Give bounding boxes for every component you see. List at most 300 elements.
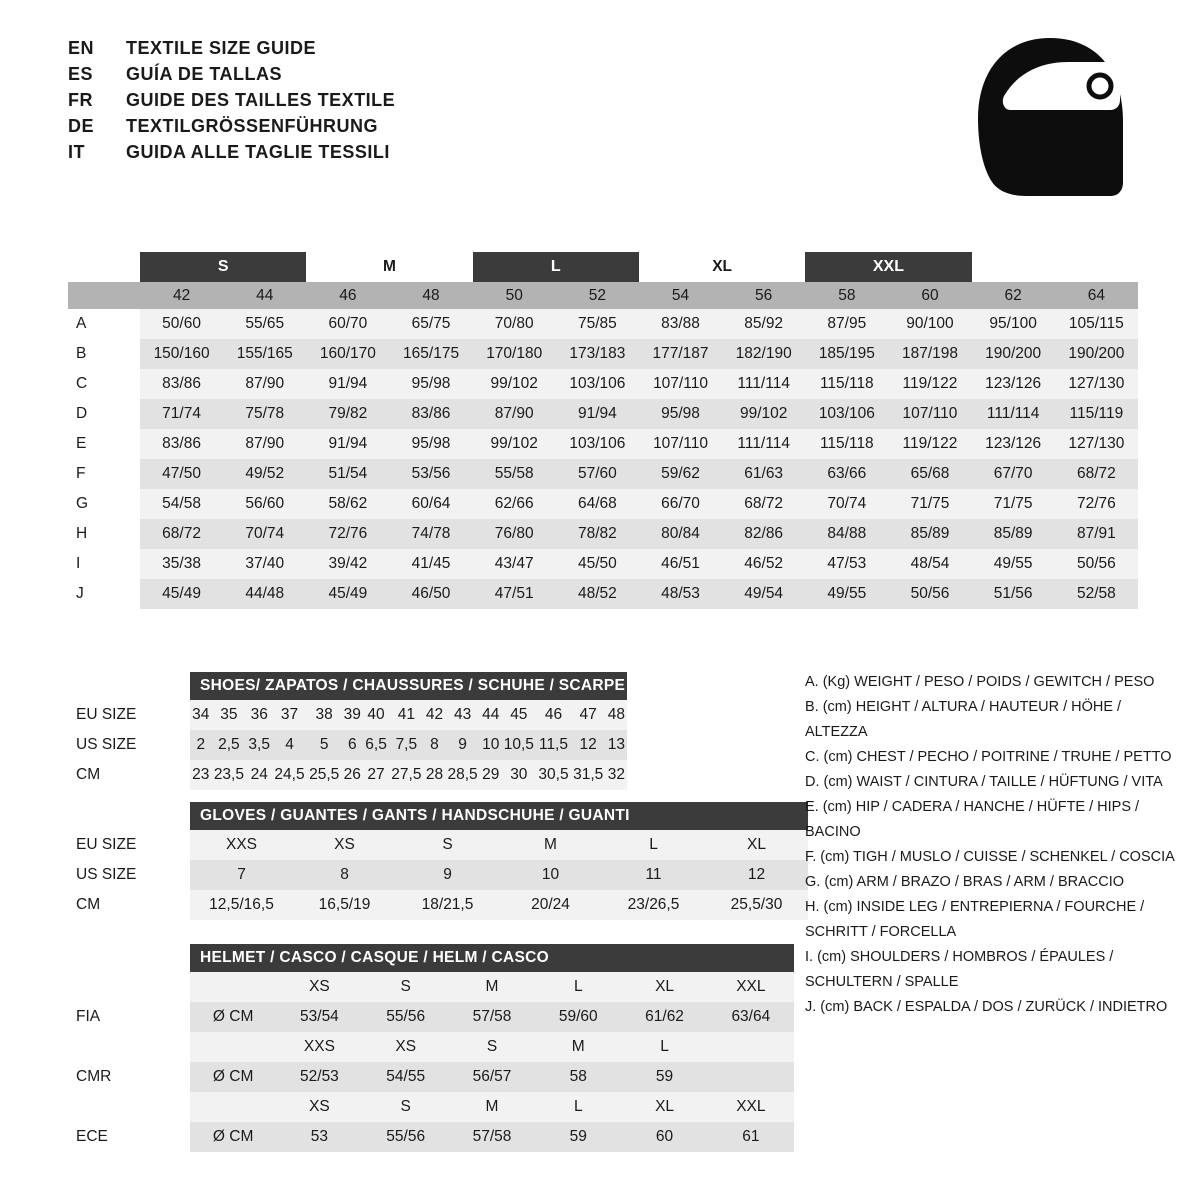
cell: 95/98: [639, 399, 722, 429]
cell: 99/102: [473, 369, 556, 399]
cell: 9: [445, 730, 480, 760]
title-row: [68, 38, 768, 64]
cell: 59/60: [535, 1002, 621, 1032]
row-label: F: [68, 459, 140, 489]
cell: 54/55: [363, 1062, 449, 1092]
title-text-de: TEXTILGRÖSSENFÜHRUNG: [126, 116, 379, 136]
cell: 35/38: [140, 549, 223, 579]
cell: 24: [246, 760, 272, 790]
cell: 61: [708, 1122, 794, 1152]
cell: 83/88: [639, 309, 722, 339]
cell: XS: [276, 972, 362, 1002]
cell: 47: [571, 700, 606, 730]
cell: 13: [606, 730, 628, 760]
title-row: [68, 116, 768, 142]
cell: 65/68: [888, 459, 971, 489]
size-number: 52: [556, 282, 639, 309]
cell: 71/75: [888, 489, 971, 519]
cell: 61/62: [621, 1002, 707, 1032]
cell: 28,5: [445, 760, 480, 790]
legend-entry-e: E. (cm) HIP / CADERA / HANCHE / HÜFTE / HIPS / BACINO: [805, 799, 1140, 840]
size-group-s: S: [140, 252, 306, 282]
cell: [190, 1092, 276, 1122]
cell: 42: [424, 700, 446, 730]
size-number: 46: [306, 282, 389, 309]
size-number-row: [68, 282, 1138, 309]
cell: 91/94: [306, 369, 389, 399]
row-label: H: [68, 519, 140, 549]
cell: 37/40: [223, 549, 306, 579]
cell: 9: [396, 860, 499, 890]
cell: M: [449, 1092, 535, 1122]
textile-size-table: [68, 252, 1138, 609]
cell: 43: [445, 700, 480, 730]
cell: 53: [276, 1122, 362, 1152]
cell: 51/56: [972, 579, 1055, 609]
cell: L: [602, 830, 705, 860]
cell: 185/195: [805, 339, 888, 369]
gloves-banner-row: [68, 802, 808, 830]
row-label-empty: [68, 972, 190, 1002]
size-group-empty-end: [972, 252, 1055, 282]
table-row: [68, 890, 808, 920]
cell: XXS: [276, 1032, 362, 1062]
cell: 187/198: [888, 339, 971, 369]
cell: 107/110: [639, 369, 722, 399]
table-row: [68, 579, 1138, 609]
row-label-empty: [68, 1092, 190, 1122]
cell: 57/58: [449, 1002, 535, 1032]
row-label: E: [68, 429, 140, 459]
title-lang-de: DE: [68, 116, 95, 136]
size-group-xxl: XXL: [805, 252, 971, 282]
cell: 40: [363, 700, 389, 730]
size-group-l: L: [473, 252, 639, 282]
cell: L: [535, 1092, 621, 1122]
cell: 31,5: [571, 760, 606, 790]
cell: 53/56: [389, 459, 472, 489]
gloves-banner-spacer: [68, 802, 190, 830]
cell: 58/62: [306, 489, 389, 519]
cell: 66/70: [639, 489, 722, 519]
row-label-cm: CM: [68, 890, 190, 920]
cell: 52/58: [1055, 579, 1138, 609]
cell: 38: [307, 700, 342, 730]
cell: XL: [621, 1092, 707, 1122]
row-label-us-size: US SIZE: [68, 860, 190, 890]
cell: 12: [705, 860, 808, 890]
cell: 55/56: [363, 1122, 449, 1152]
cell: 115/119: [1055, 399, 1138, 429]
cell: 60: [621, 1122, 707, 1152]
cell: 190/200: [972, 339, 1055, 369]
cell: 46/52: [722, 549, 805, 579]
cell: 18/21,5: [396, 890, 499, 920]
cell: 59: [535, 1122, 621, 1152]
cell: 46/51: [639, 549, 722, 579]
cell: 82/86: [722, 519, 805, 549]
cell: 23,5: [212, 760, 247, 790]
cell: 10,5: [501, 730, 536, 760]
cell: 30: [501, 760, 536, 790]
cell: 49/52: [223, 459, 306, 489]
cell: 72/76: [306, 519, 389, 549]
cell: [708, 1062, 794, 1092]
cell: 48/54: [888, 549, 971, 579]
cell: 127/130: [1055, 369, 1138, 399]
cell: 107/110: [888, 399, 971, 429]
cell: 177/187: [639, 339, 722, 369]
cell: 4: [272, 730, 307, 760]
size-number: 50: [473, 282, 556, 309]
row-label: G: [68, 489, 140, 519]
cell: XXL: [708, 1092, 794, 1122]
cell: 78/82: [556, 519, 639, 549]
cell: 74/78: [389, 519, 472, 549]
cell: 49/55: [972, 549, 1055, 579]
cell: 150/160: [140, 339, 223, 369]
table-row: [68, 339, 1138, 369]
cell: 44/48: [223, 579, 306, 609]
helmet-banner-label: HELMET / CASCO / CASQUE / HELM / CASCO: [190, 944, 794, 972]
cell: 111/114: [972, 399, 1055, 429]
cell: 29: [480, 760, 502, 790]
cell: 160/170: [306, 339, 389, 369]
title-text-es: GUÍA DE TALLAS: [126, 64, 282, 84]
table-row: [68, 429, 1138, 459]
cell: 35: [212, 700, 247, 730]
helmet-data-row-fia: [68, 1002, 794, 1032]
cell: 111/114: [722, 369, 805, 399]
cell: 165/175: [389, 339, 472, 369]
cell: 49/55: [805, 579, 888, 609]
table-row: [68, 489, 1138, 519]
cell: 85/89: [972, 519, 1055, 549]
cell: 50/56: [1055, 549, 1138, 579]
legend-entry-i: I. (cm) SHOULDERS / HOMBROS / ÉPAULES / SCHULTERN / SPALLE: [805, 949, 1114, 990]
row-label: J: [68, 579, 140, 609]
cell: 7: [190, 860, 293, 890]
cell: 68/72: [722, 489, 805, 519]
size-number: 44: [223, 282, 306, 309]
cell: 27,5: [389, 760, 424, 790]
cell: 115/118: [805, 369, 888, 399]
cell: 90/100: [888, 309, 971, 339]
cell: 190/200: [1055, 339, 1138, 369]
cell: L: [621, 1032, 707, 1062]
cell: [190, 1032, 276, 1062]
cell: 105/115: [1055, 309, 1138, 339]
legend-entry-f: F. (cm) TIGH / MUSLO / CUISSE / SCHENKEL / COSCIA: [805, 849, 1175, 865]
cell: 103/106: [556, 369, 639, 399]
cell: 53/54: [276, 1002, 362, 1032]
row-label-eu-size: EU SIZE: [68, 830, 190, 860]
cell: 87/91: [1055, 519, 1138, 549]
cell: S: [363, 972, 449, 1002]
cell: 41: [389, 700, 424, 730]
cell: 10: [480, 730, 502, 760]
legend-entry-g: G. (cm) ARM / BRAZO / BRAS / ARM / BRACCIO: [805, 874, 1125, 890]
cell: XS: [363, 1032, 449, 1062]
cell: 46: [536, 700, 571, 730]
cell: 32: [606, 760, 628, 790]
cell: 170/180: [473, 339, 556, 369]
cell: 123/126: [972, 429, 1055, 459]
gloves-size-table: [68, 802, 808, 920]
cell: 12,5/16,5: [190, 890, 293, 920]
table-row: [68, 459, 1138, 489]
cell: 8: [424, 730, 446, 760]
cell: 48/53: [639, 579, 722, 609]
cell: 60/70: [306, 309, 389, 339]
table-row: [68, 760, 627, 790]
cell: 111/114: [722, 429, 805, 459]
row-label-fia: FIA: [68, 1002, 190, 1032]
cell: 103/106: [556, 429, 639, 459]
cell: 87/90: [223, 429, 306, 459]
cell: M: [499, 830, 602, 860]
cell: 83/86: [389, 399, 472, 429]
cell: 107/110: [639, 429, 722, 459]
cell: 10: [499, 860, 602, 890]
cell: 26: [342, 760, 364, 790]
cell: 45/49: [306, 579, 389, 609]
row-label-empty: [68, 1032, 190, 1062]
shoes-size-table: [68, 672, 627, 790]
cell: 34: [190, 700, 212, 730]
cell-unit: Ø CM: [190, 1062, 276, 1092]
cell: 87/90: [473, 399, 556, 429]
cell: 47/51: [473, 579, 556, 609]
cell: 48: [606, 700, 628, 730]
cell: 99/102: [722, 399, 805, 429]
cell: 72/76: [1055, 489, 1138, 519]
cell: 2: [190, 730, 212, 760]
cell: 6,5: [363, 730, 389, 760]
cell: M: [449, 972, 535, 1002]
cell: L: [535, 972, 621, 1002]
cell: 6: [342, 730, 364, 760]
cell: 54/58: [140, 489, 223, 519]
cell: 7,5: [389, 730, 424, 760]
cell: 43/47: [473, 549, 556, 579]
row-label-cm: CM: [68, 760, 190, 790]
cell: 62/66: [473, 489, 556, 519]
helmet-banner-row: [68, 944, 794, 972]
cell: [190, 972, 276, 1002]
row-label: B: [68, 339, 140, 369]
cell: 70/74: [805, 489, 888, 519]
legend-entry-c: C. (cm) CHEST / PECHO / POITRINE / TRUHE / PETTO: [805, 749, 1172, 765]
cell: 2,5: [212, 730, 247, 760]
cell: 84/88: [805, 519, 888, 549]
cell: 39: [342, 700, 364, 730]
cell: 182/190: [722, 339, 805, 369]
size-number-corner: [68, 282, 140, 309]
row-label: A: [68, 309, 140, 339]
cell: 91/94: [306, 429, 389, 459]
row-label: C: [68, 369, 140, 399]
cell: 45/50: [556, 549, 639, 579]
legend-entry-a: A. (Kg) WEIGHT / PESO / POIDS / GEWITCH / PESO: [805, 674, 1155, 690]
cell: 87/95: [805, 309, 888, 339]
table-row: [68, 369, 1138, 399]
size-number: 64: [1055, 282, 1138, 309]
cell: 25,5/30: [705, 890, 808, 920]
cell: 50/56: [888, 579, 971, 609]
cell: 48/52: [556, 579, 639, 609]
cell: 71/74: [140, 399, 223, 429]
cell: 68/72: [1055, 459, 1138, 489]
size-number: 60: [888, 282, 971, 309]
cell: 83/86: [140, 369, 223, 399]
cell: 70/74: [223, 519, 306, 549]
title-lang-it: IT: [68, 142, 85, 162]
cell: 70/80: [473, 309, 556, 339]
cell: 99/102: [473, 429, 556, 459]
table-row: [68, 730, 627, 760]
row-label-ece: ECE: [68, 1122, 190, 1152]
row-label-cmr: CMR: [68, 1062, 190, 1092]
cell: 50/60: [140, 309, 223, 339]
cell: 55/65: [223, 309, 306, 339]
cell: 60/64: [389, 489, 472, 519]
cell: XL: [621, 972, 707, 1002]
cell: 75/78: [223, 399, 306, 429]
cell: 61/63: [722, 459, 805, 489]
legend-entry-h: H. (cm) INSIDE LEG / ENTREPIERNA / FOURCHE / SCHRITT / FORCELLA: [805, 899, 1145, 940]
table-row: [68, 309, 1138, 339]
title-text-fr: GUIDE DES TAILLES TEXTILE: [126, 90, 396, 110]
cell: 56/60: [223, 489, 306, 519]
size-group-xl: XL: [639, 252, 805, 282]
size-number: 56: [722, 282, 805, 309]
cell: 28: [424, 760, 446, 790]
table-row: [68, 519, 1138, 549]
size-group-empty: [68, 252, 140, 282]
size-number: 54: [639, 282, 722, 309]
size-group-m: M: [306, 252, 472, 282]
cell: 76/80: [473, 519, 556, 549]
title-lang-en: EN: [68, 38, 95, 58]
cell: 65/75: [389, 309, 472, 339]
helmet-data-row-cmr: [68, 1062, 794, 1092]
cell: [708, 1032, 794, 1062]
cell: 59: [621, 1062, 707, 1092]
legend-entry-d: D. (cm) WAIST / CINTURA / TAILLE / HÜFTUNG / VITA: [805, 774, 1163, 790]
cell: S: [396, 830, 499, 860]
helmet-data-row-ece: [68, 1122, 794, 1152]
cell: 63/64: [708, 1002, 794, 1032]
cell: 58: [535, 1062, 621, 1092]
cell: 25,5: [307, 760, 342, 790]
size-number: 58: [805, 282, 888, 309]
helmet-size-row-cmr: [68, 1032, 794, 1062]
shoes-banner-label: SHOES/ ZAPATOS / CHAUSSURES / SCHUHE / SCARPE: [190, 672, 627, 700]
measurement-legend: [805, 670, 1185, 1020]
cell: 85/92: [722, 309, 805, 339]
cell: 45/49: [140, 579, 223, 609]
cell: 12: [571, 730, 606, 760]
row-label: I: [68, 549, 140, 579]
cell: 52/53: [276, 1062, 362, 1092]
title-block: [68, 38, 768, 168]
helmet-size-row-fia: [68, 972, 794, 1002]
shoes-banner-spacer: [68, 672, 190, 700]
cell: 83/86: [140, 429, 223, 459]
cell: 56/57: [449, 1062, 535, 1092]
cell: 30,5: [536, 760, 571, 790]
size-number: 48: [389, 282, 472, 309]
cell: 85/89: [888, 519, 971, 549]
cell: 24,5: [272, 760, 307, 790]
cell: 91/94: [556, 399, 639, 429]
cell: 55/58: [473, 459, 556, 489]
cell: 36: [246, 700, 272, 730]
table-row: [68, 549, 1138, 579]
cell: 155/165: [223, 339, 306, 369]
cell: 37: [272, 700, 307, 730]
cell: 23: [190, 760, 212, 790]
title-row: [68, 142, 768, 168]
title-lang-es: ES: [68, 64, 94, 84]
cell: 103/106: [805, 399, 888, 429]
title-row: [68, 64, 768, 90]
cell: 79/82: [306, 399, 389, 429]
cell: S: [363, 1092, 449, 1122]
cell: 45: [501, 700, 536, 730]
shoes-banner-row: [68, 672, 627, 700]
helmet-banner-spacer: [68, 944, 190, 972]
helmet-size-row-ece: [68, 1092, 794, 1122]
cell: 123/126: [972, 369, 1055, 399]
cell: 80/84: [639, 519, 722, 549]
cell: 5: [307, 730, 342, 760]
cell: 27: [363, 760, 389, 790]
size-number: 42: [140, 282, 223, 309]
legend-entry-j: J. (cm) BACK / ESPALDA / DOS / ZURÜCK / INDIETRO: [805, 999, 1168, 1015]
cell: 8: [293, 860, 396, 890]
title-text-it: GUIDA ALLE TAGLIE TESSILI: [126, 142, 390, 162]
cell: 87/90: [223, 369, 306, 399]
cell: 57/58: [449, 1122, 535, 1152]
cell: 46/50: [389, 579, 472, 609]
cell: 115/118: [805, 429, 888, 459]
row-label: D: [68, 399, 140, 429]
table-row: [68, 830, 808, 860]
cell-unit: Ø CM: [190, 1002, 276, 1032]
cell: 39/42: [306, 549, 389, 579]
cell: 11,5: [536, 730, 571, 760]
table-row: [68, 399, 1138, 429]
row-label-eu-size: EU SIZE: [68, 700, 190, 730]
cell: XXL: [708, 972, 794, 1002]
cell: 3,5: [246, 730, 272, 760]
cell: 95/98: [389, 429, 472, 459]
size-number: 62: [972, 282, 1055, 309]
cell: 47/53: [805, 549, 888, 579]
helmet-icon: [960, 30, 1140, 210]
cell: 119/122: [888, 369, 971, 399]
cell: M: [535, 1032, 621, 1062]
title-row: [68, 90, 768, 116]
title-text-en: TEXTILE SIZE GUIDE: [126, 38, 317, 58]
cell-unit: Ø CM: [190, 1122, 276, 1152]
cell: 95/100: [972, 309, 1055, 339]
cell: 20/24: [499, 890, 602, 920]
cell: 75/85: [556, 309, 639, 339]
helmet-size-table: [68, 944, 794, 1152]
